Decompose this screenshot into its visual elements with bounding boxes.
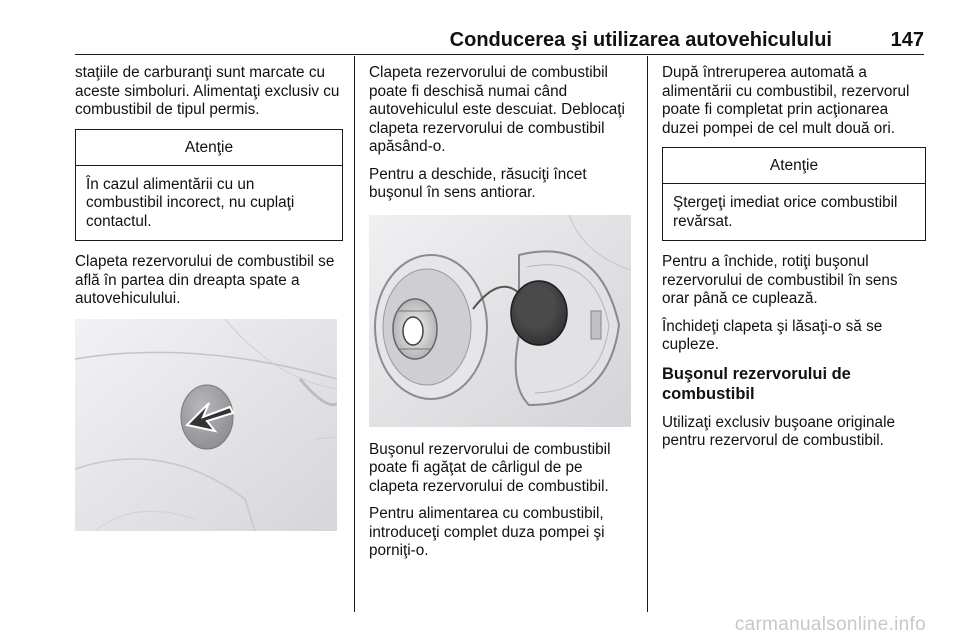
column-divider-2: [647, 56, 648, 612]
paragraph: Pentru a deschide, răsuciţi încet buşonul în sens antiorar.: [369, 165, 587, 201]
watermark: carmanualsonline.info: [734, 614, 926, 635]
warning-heading: Atenţie: [76, 130, 342, 166]
column-3: [662, 64, 926, 460]
page-number: 147: [890, 29, 924, 51]
column-2: [369, 64, 633, 570]
paragraph: Pentru alimentarea cu combustibil, introduceţi complet duza pompei şi porniţi-o.: [369, 505, 605, 559]
page-header: [75, 26, 924, 55]
paragraph: staţiile de carburanţi sunt marcate cu aceste simboluri. Alimentaţi exclusiv cu combustibil de tipul permis.: [75, 64, 340, 118]
warning-text: Ştergeţi imediat orice combustibil revărsat.: [673, 194, 898, 230]
paragraph: Utilizaţi exclusiv buşoane originale pentru rezervorul de combustibil.: [662, 413, 895, 449]
column-divider-1: [354, 56, 355, 612]
warning-box: [662, 147, 926, 241]
warning-heading: Atenţie: [663, 148, 925, 184]
section-heading: Buşonul rezervorului de combustibil: [662, 364, 851, 403]
paragraph: Buşonul rezervorului de combustibil poate fi agăţat de cârligul de pe clapeta rezervorului de combustibil.: [369, 440, 611, 495]
fuel-cap-open-illustration: [369, 215, 631, 427]
paragraph: După întreruperea automată a alimentării cu combustibil, rezervorul poate fi completat prin acţionarea duzei pompei de cel mult două ori.: [662, 64, 910, 137]
paragraph: Pentru a închide, rotiţi buşonul rezervorului de combustibil în sens orar până ce cuplează.: [662, 253, 898, 307]
paragraph: Clapeta rezervorului de combustibil se află în partea din dreapta spate a autovehiculului.: [75, 253, 335, 307]
paragraph: Închideţi clapeta şi lăsaţi-o să se cupleze.: [662, 317, 883, 353]
warning-text: În cazul alimentării cu un combustibil incorect, nu cuplaţi contactul.: [86, 175, 295, 230]
column-1: [75, 64, 343, 531]
chapter-title: Conducerea şi utilizarea autovehiculului: [449, 29, 832, 51]
fuel-flap-location-illustration: [75, 319, 337, 531]
paragraph: Clapeta rezervorului de combustibil poate fi deschisă numai când autovehiculul este descuiat. Deblocaţi clapeta rezervorului de combustibil apăsând-o.: [369, 64, 625, 155]
warning-box: [75, 129, 343, 242]
